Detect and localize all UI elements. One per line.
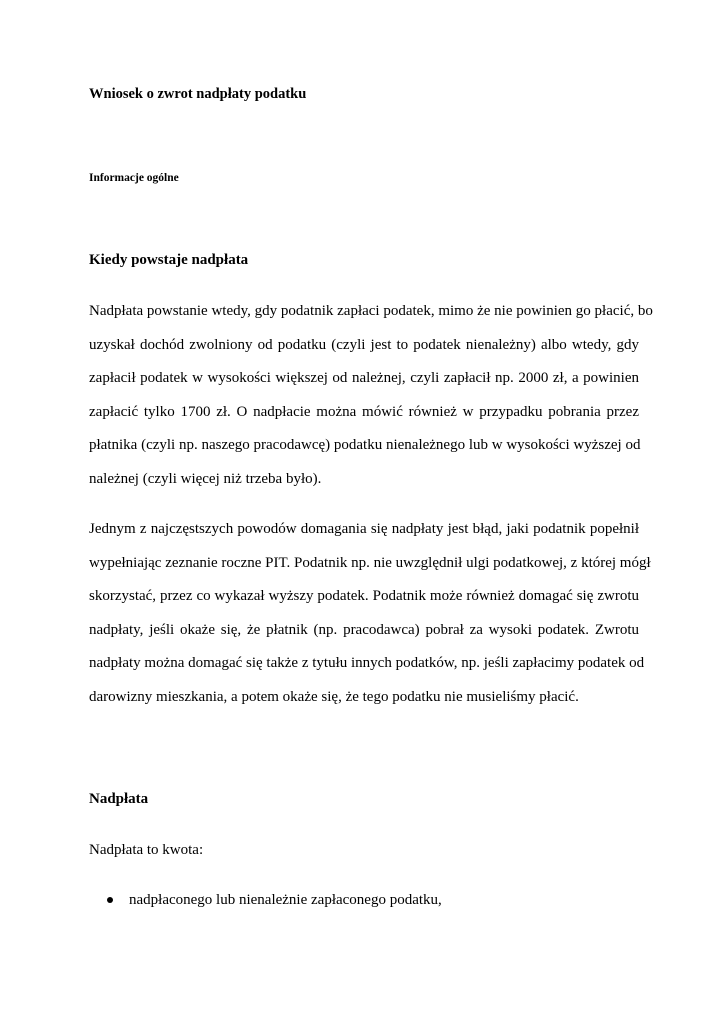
list-item <box>89 888 442 912</box>
paragraph-2-line: wypełniając zeznanie roczne PIT. Podatnik np. nie uwzględnił ulgi podatkowej, z której mógł <box>89 554 651 571</box>
paragraph-2-line: darowizny mieszkania, a potem okaże się, że tego podatku nie musieliśmy płacić. <box>89 688 579 705</box>
document-subtitle: Informacje ogólne <box>89 172 179 184</box>
paragraph-2-line: nadpłaty można domagać się także z tytułu innych podatków, np. jeśli zapłacimy podatek od <box>89 655 645 672</box>
bullet-icon <box>107 897 113 903</box>
document-title: Wniosek o zwrot nadpłaty podatku <box>89 86 307 102</box>
bullet-list <box>89 888 442 912</box>
paragraph-1-line: zapłacić tylko 1700 zł. O nadpłacie można mówić również w przypadku pobrania przez <box>89 403 639 420</box>
list-item-text: nadpłaconego lub nienależnie zapłaconego podatku, <box>129 892 442 908</box>
paragraph-2 <box>89 513 651 715</box>
paragraph-2-line: nadpłaty, jeśli okaże się, że płatnik (np. pracodawca) pobrał za wysoki podatek. Zwrotu <box>89 621 639 638</box>
section-heading-nadplata: Nadpłata <box>89 791 149 807</box>
paragraph-1-line: zapłacił podatek w wysokości większej od należnej, czyli zapłacił np. 2000 zł, a powinien <box>89 370 639 387</box>
paragraph-1-line: uzyskał dochód zwolniony od podatku (czyli jest to podatek nienależny) albo wtedy, gdy <box>89 336 639 353</box>
section-heading-kiedy-powstaje: Kiedy powstaje nadpłata <box>89 252 249 268</box>
paragraph-1-line: płatnika (czyli np. naszego pracodawcę) podatku nienależnego lub w wysokości wyższej od <box>89 437 641 454</box>
paragraph-1 <box>89 295 653 497</box>
section-intro: Nadpłata to kwota: <box>89 842 204 858</box>
paragraph-1-line: Nadpłata powstanie wtedy, gdy podatnik zapłaci podatek, mimo że nie powinien go płacić, bo <box>89 303 653 319</box>
paragraph-2-line: Jednym z najczęstszych powodów domagania się nadpłaty jest błąd, jaki podatnik popełnił <box>89 521 639 537</box>
paragraph-2-line: skorzystać, przez co wykazał wyższy podatek. Podatnik może również domagać się zwrotu <box>89 588 639 605</box>
paragraph-1-line: należnej (czyli więcej niż trzeba było). <box>89 470 322 487</box>
